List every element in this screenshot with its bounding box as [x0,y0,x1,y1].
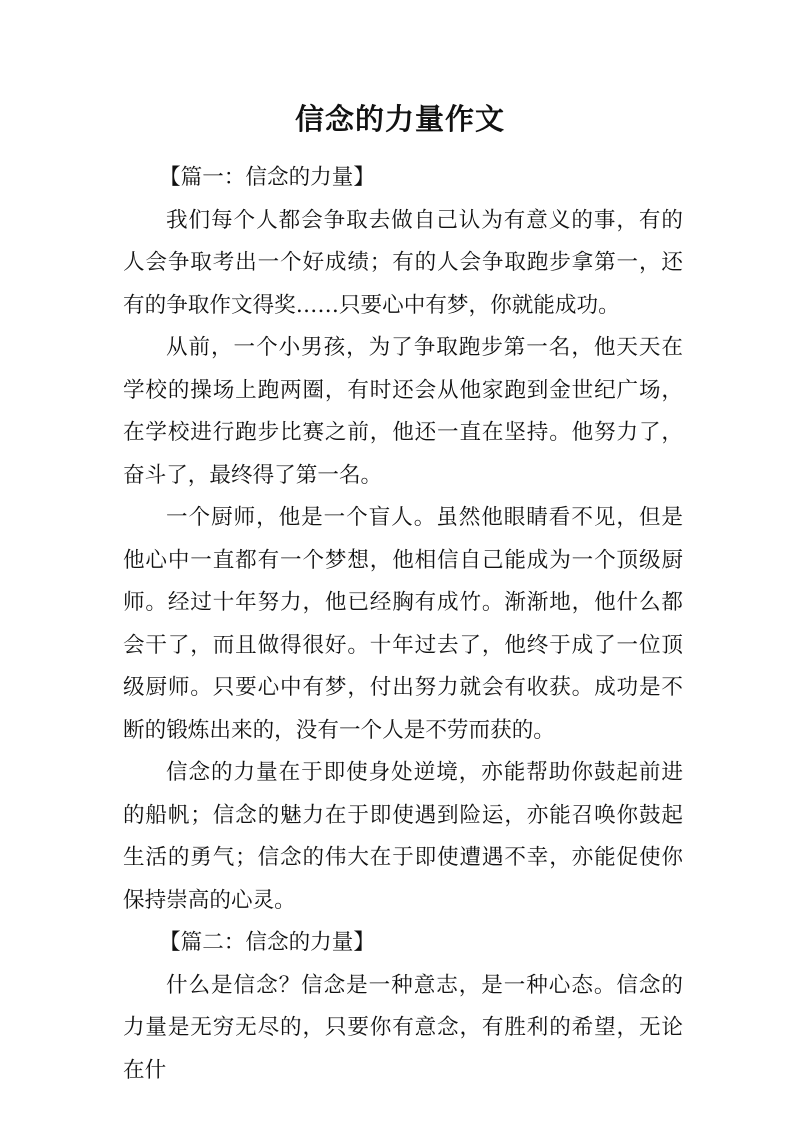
document-body [123,157,683,1092]
paragraph-3: 一个厨师，他是一个盲人。虽然他眼睛看不见，但是他心中一直都有一个梦想，他相信自己能成为一个顶级厨师。经过十年努力，他已经胸有成竹。渐渐地，他什么都会干了，而且做得很好。十年过去了，他终于成了一位顶级厨师。只要心中有梦，付出努力就会有收获。成功是不断的锻炼出来的，没有一个人是不劳而获的。 [123,505,683,743]
section-heading-2: 【篇二：信念的力量】 [159,930,375,955]
paragraph-5: 什么是信念？信念是一种意志，是一种心态。信念的力量是无穷无尽的，只要你有意念，有胜利的希望，无论在什 [123,972,683,1083]
section-heading-1: 【篇一：信念的力量】 [159,165,375,190]
paragraph-1: 我们每个人都会争取去做自己认为有意义的事，有的人会争取考出一个好成绩；有的人会争取跑步拿第一，还有的争取作文得奖……只要心中有梦，你就能成功。 [123,207,683,318]
document-title: 信念的力量作文 [294,102,505,136]
paragraph-2: 从前，一个小男孩，为了争取跑步第一名，他天天在学校的操场上跑两圈，有时还会从他家跑到金世纪广场，在学校进行跑步比赛之前，他还一直在坚持。他努力了，奋斗了，最终得了第一名。 [123,335,683,488]
paragraph-4: 信念的力量在于即使身处逆境，亦能帮助你鼓起前进的船帆；信念的魅力在于即使遇到险运，亦能召唤你鼓起生活的勇气；信念的伟大在于即使遭遇不幸，亦能促使你保持崇高的心灵。 [123,760,683,913]
